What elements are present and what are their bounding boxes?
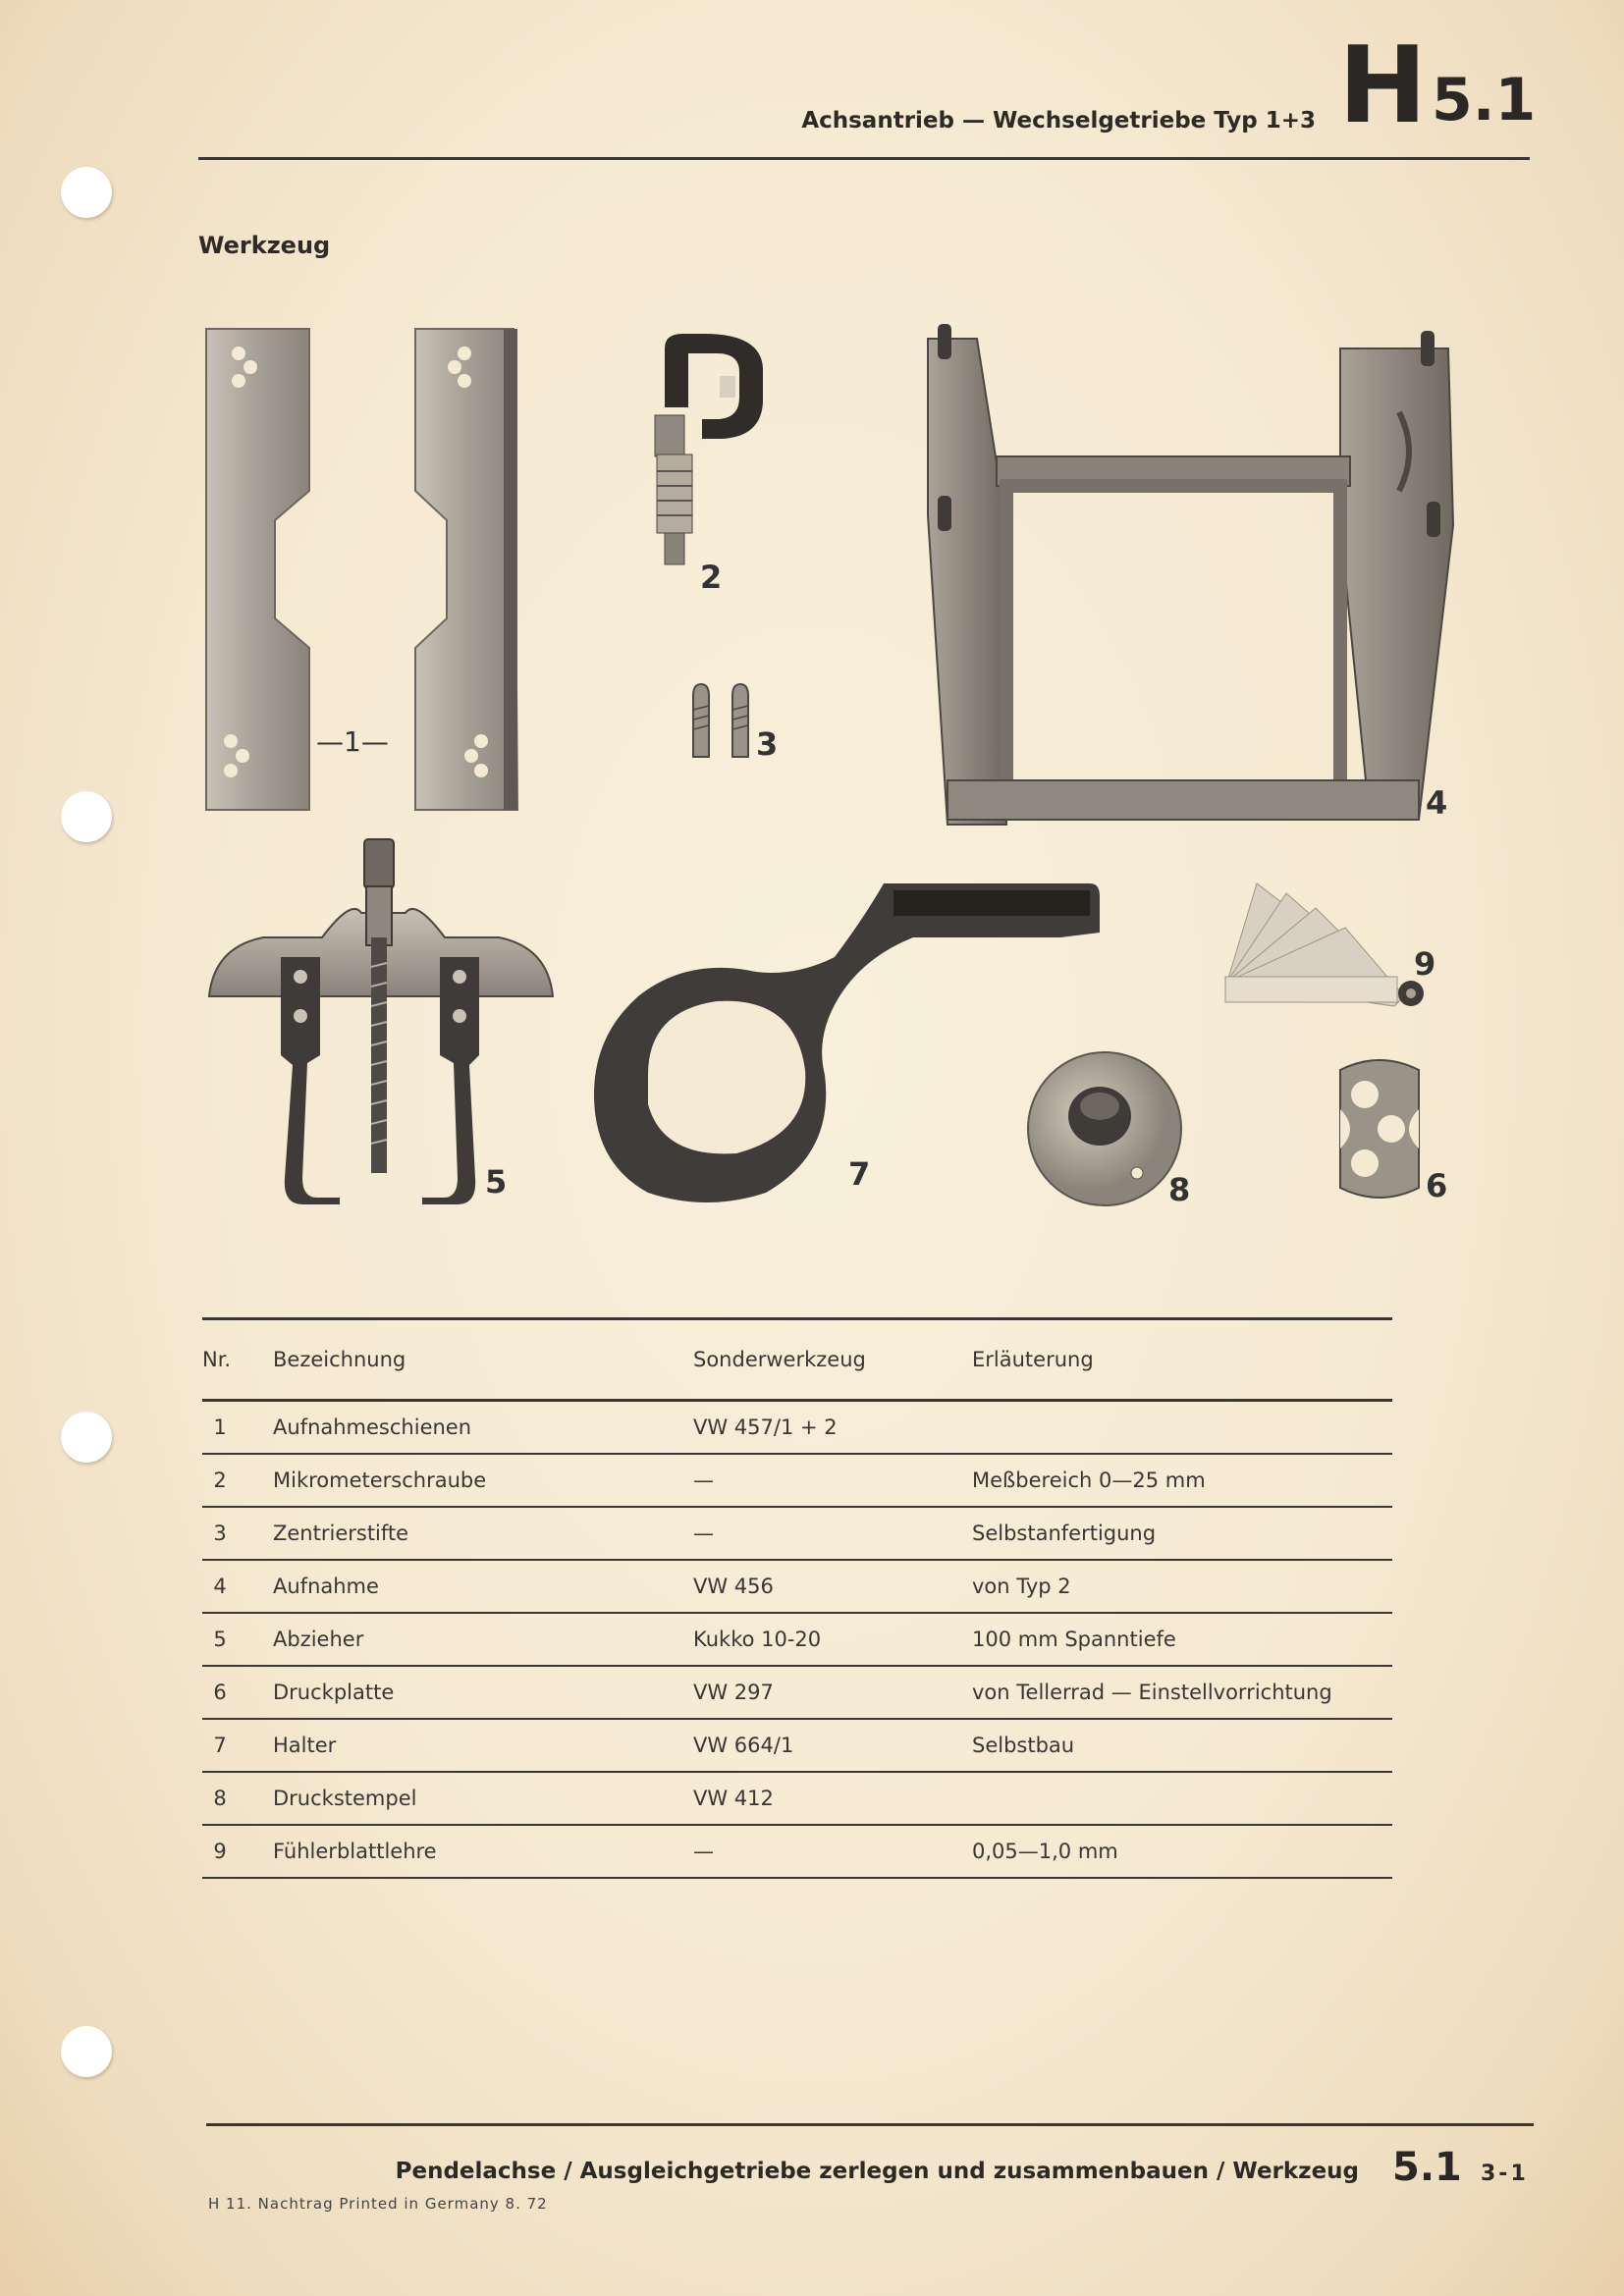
cell-note: 100 mm Spanntiefe xyxy=(972,1628,1176,1651)
figure-druckstempel xyxy=(1021,1045,1191,1208)
header-name: Bezeichnung xyxy=(273,1348,406,1371)
figure-label-8: 8 xyxy=(1168,1171,1191,1208)
cell-name: Abzieher xyxy=(273,1628,364,1651)
header-subtitle: Achsantrieb — Wechselgetriebe Typ 1+3 xyxy=(801,108,1316,133)
cell-nr: 2 xyxy=(213,1468,227,1492)
figure-label-9: 9 xyxy=(1414,945,1436,983)
figure-label-1: —1— xyxy=(316,725,389,758)
cell-tool: VW 457/1 + 2 xyxy=(693,1415,838,1439)
header-nr: Nr. xyxy=(202,1348,232,1371)
header-note: Erläuterung xyxy=(972,1348,1094,1371)
cell-tool: VW 412 xyxy=(693,1787,774,1810)
figure-label-7: 7 xyxy=(848,1155,871,1193)
figure-label-2: 2 xyxy=(700,559,723,596)
cell-nr: 9 xyxy=(213,1840,227,1863)
footer-title: Pendelachse / Ausgleichgetriebe zerlegen und zusammenbauen / Werkzeug xyxy=(395,2159,1359,2184)
cell-note: 0,05—1,0 mm xyxy=(972,1840,1118,1863)
cell-tool: VW 297 xyxy=(693,1681,774,1704)
cell-name: Aufnahmeschienen xyxy=(273,1415,472,1439)
header-tool: Sonderwerkzeug xyxy=(693,1348,866,1371)
figure-aufnahme xyxy=(908,319,1458,834)
binder-hole xyxy=(61,167,112,218)
cell-name: Fühlerblattlehre xyxy=(273,1840,437,1863)
tools-table xyxy=(202,1317,1392,1879)
figure-label-4: 4 xyxy=(1426,784,1448,822)
cell-nr: 8 xyxy=(213,1787,227,1810)
figure-label-5: 5 xyxy=(485,1163,508,1201)
cell-nr: 5 xyxy=(213,1628,227,1651)
figure-fuehlerblattlehre xyxy=(1218,879,1434,1016)
cell-name: Druckplatte xyxy=(273,1681,395,1704)
cell-nr: 4 xyxy=(213,1575,227,1598)
cell-note: Meßbereich 0—25 mm xyxy=(972,1468,1206,1492)
header-section-number: 5.1 xyxy=(1432,66,1537,134)
table-row xyxy=(202,1773,1392,1826)
cell-name: Zentrierstifte xyxy=(273,1522,409,1545)
cell-nr: 6 xyxy=(213,1681,227,1704)
cell-note: von Typ 2 xyxy=(972,1575,1071,1598)
figure-zentrierstifte xyxy=(687,682,758,761)
figure-label-6: 6 xyxy=(1426,1167,1448,1204)
cell-name: Druckstempel xyxy=(273,1787,417,1810)
header-section-letter: H xyxy=(1338,25,1428,147)
binder-hole xyxy=(61,791,112,842)
cell-name: Halter xyxy=(273,1734,337,1757)
cell-tool: Kukko 10-20 xyxy=(693,1628,822,1651)
binder-hole xyxy=(61,1412,112,1463)
table-row xyxy=(202,1561,1392,1614)
figure-abzieher xyxy=(204,839,558,1207)
cell-name: Aufnahme xyxy=(273,1575,379,1598)
figure-label-3: 3 xyxy=(756,725,779,763)
table-row xyxy=(202,1402,1392,1455)
cell-nr: 1 xyxy=(213,1415,227,1439)
cell-note: Selbstanfertigung xyxy=(972,1522,1157,1545)
footer-section-number: 5.1 xyxy=(1392,2145,1462,2190)
table-header-row xyxy=(202,1317,1392,1402)
table-row xyxy=(202,1614,1392,1667)
binder-hole xyxy=(61,2026,112,2077)
cell-nr: 7 xyxy=(213,1734,227,1757)
cell-tool: — xyxy=(693,1522,714,1545)
footer-imprint: H 11. Nachtrag Printed in Germany 8. 72 xyxy=(208,2195,548,2213)
table-row xyxy=(202,1720,1392,1773)
table-row xyxy=(202,1508,1392,1561)
cell-tool: VW 664/1 xyxy=(693,1734,794,1757)
cell-tool: — xyxy=(693,1468,714,1492)
cell-tool: — xyxy=(693,1840,714,1863)
cell-tool: VW 456 xyxy=(693,1575,774,1598)
cell-nr: 3 xyxy=(213,1522,227,1545)
footer-rule xyxy=(206,2123,1534,2126)
header-rule xyxy=(198,157,1530,160)
section-title: Werkzeug xyxy=(198,232,331,259)
cell-note: Selbstbau xyxy=(972,1734,1075,1757)
cell-note: von Tellerrad — Einstellvorrichtung xyxy=(972,1681,1332,1704)
table-row xyxy=(202,1826,1392,1879)
table-row xyxy=(202,1455,1392,1508)
figure-druckplatte xyxy=(1330,1055,1429,1202)
cell-name: Mikrometerschraube xyxy=(273,1468,487,1492)
table-row xyxy=(202,1667,1392,1720)
footer-page-number: 3-1 xyxy=(1481,2162,1529,2186)
